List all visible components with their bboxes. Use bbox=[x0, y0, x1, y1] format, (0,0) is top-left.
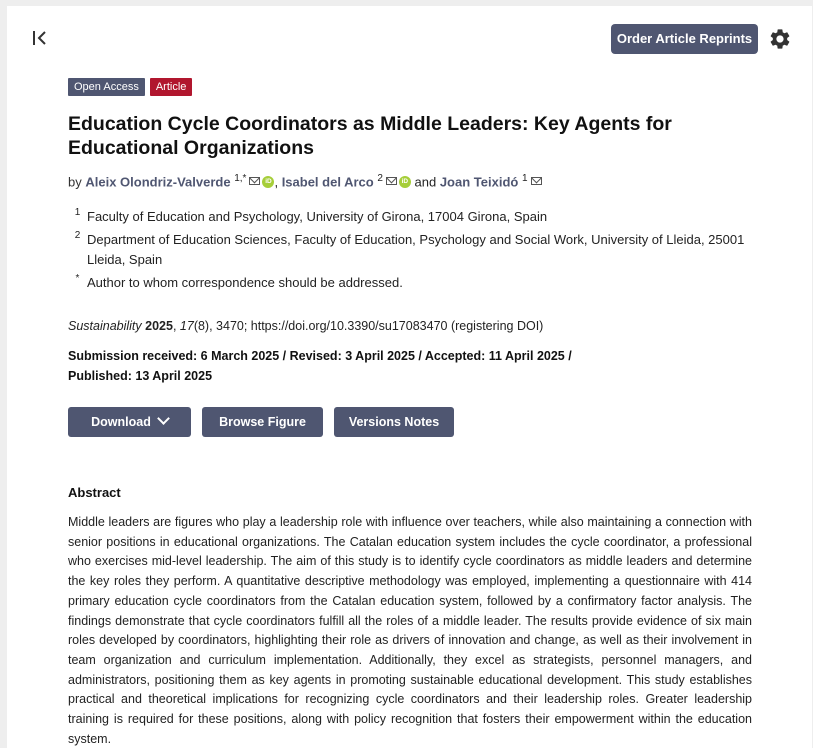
browse-figure-button[interactable]: Browse Figure bbox=[202, 407, 323, 437]
chevron-down-icon bbox=[157, 412, 170, 425]
affiliation-item bbox=[68, 230, 758, 270]
journal-name: Sustainability bbox=[68, 319, 142, 333]
download-label: Download bbox=[91, 415, 151, 429]
author-link[interactable]: Isabel del Arco bbox=[281, 174, 374, 190]
article-type-badge: Article bbox=[150, 78, 193, 96]
author-list bbox=[68, 170, 768, 191]
author-affiliation-mark: 1 bbox=[521, 173, 528, 184]
citation-year: 2025 bbox=[145, 319, 173, 333]
order-reprints-button[interactable]: Order Article Reprints bbox=[611, 24, 758, 54]
affiliation-mark: * bbox=[75, 273, 80, 284]
abstract-text: Middle leaders are figures who play a leadership role with influence over teachers, while also maintaining a connection with senior positions in educational organizations. The Catalan education system includes the cycle coordinator, a professional who exercises mid-level leadership. The aim of this study is to identify cycle coordinators as middle leaders and determine the key roles they perform. A quantitative descriptive methodology was employed, implementing a questionnaire with 414 primary education cycle coordinators from the Catalan education system, followed by a confirmatory factor analysis. The findings demonstrate that cycle coordinators fulfill all the roles of a middle leader. The results provide evidence of six main roles developed by coordinators, highlighting their role as drivers of innovation and change, as well as their involvement in team organization and curriculum implementation. Additionally, they excel as strategists, personnel managers, and administrators, positioning them as key agents in promoting sustainable educational development. This study establishes practical and theoretical implications for recognizing cycle coordinators and their leadership roles. Greater leadership training is required for these positions, along with policy recognition that fosters their empowerment within the education system. bbox=[68, 515, 752, 746]
collapse-left-icon[interactable] bbox=[32, 30, 48, 46]
author-link[interactable]: Aleix Olondriz-Valverde bbox=[85, 174, 231, 190]
versions-notes-button[interactable]: Versions Notes bbox=[334, 407, 454, 437]
affiliation-list bbox=[68, 207, 758, 296]
citation-rest[interactable]: (8), 3470; https://doi.org/10.3390/su17083470 (registering DOI) bbox=[193, 319, 544, 333]
author-separator-and: and bbox=[414, 174, 437, 190]
affiliation-mark: 1 bbox=[74, 207, 81, 218]
author-separator: , bbox=[274, 174, 279, 190]
mail-icon[interactable] bbox=[249, 177, 260, 185]
article-page bbox=[7, 6, 812, 748]
citation-line: Sustainability 2025, 17(8), 3470; https://doi.org/10.3390/su17083470 (registering DOI) bbox=[68, 319, 544, 333]
gear-icon[interactable] bbox=[768, 27, 792, 51]
mail-icon[interactable] bbox=[386, 177, 397, 185]
affiliation-item bbox=[68, 273, 758, 293]
orcid-icon[interactable]: iD bbox=[262, 176, 274, 188]
orcid-icon[interactable]: iD bbox=[399, 176, 411, 188]
article-title: Education Cycle Coordinators as Middle Leaders: Key Agents for Educational Organizations bbox=[68, 113, 672, 159]
by-label: by bbox=[68, 174, 82, 190]
download-button[interactable] bbox=[68, 407, 191, 437]
mail-icon[interactable] bbox=[531, 177, 542, 185]
affiliation-text: Faculty of Education and Psychology, University of Girona, 17004 Girona, Spain bbox=[87, 209, 548, 224]
open-access-badge[interactable]: Open Access bbox=[68, 78, 145, 96]
article-actions bbox=[68, 407, 454, 437]
author-affiliation-mark: 1,* bbox=[234, 173, 247, 184]
author-link[interactable]: Joan Teixidó bbox=[439, 174, 519, 190]
affiliation-text: Author to whom correspondence should be addressed. bbox=[87, 275, 403, 290]
affiliation-mark: 2 bbox=[74, 230, 81, 241]
affiliation-item bbox=[68, 207, 758, 227]
author-affiliation-mark: 2 bbox=[377, 173, 383, 184]
citation-volume: 17 bbox=[179, 319, 194, 333]
affiliation-text: Department of Education Sciences, Faculty of Education, Psychology and Social Work, University of Lleida, 25001 Lleida, Spain bbox=[87, 232, 745, 267]
article-badges bbox=[68, 78, 192, 96]
abstract-heading: Abstract bbox=[68, 485, 121, 500]
publication-dates: Submission received: 6 March 2025 / Revised: 3 April 2025 / Accepted: 11 April 2025 / Published: 13 April 2025 bbox=[68, 349, 572, 383]
